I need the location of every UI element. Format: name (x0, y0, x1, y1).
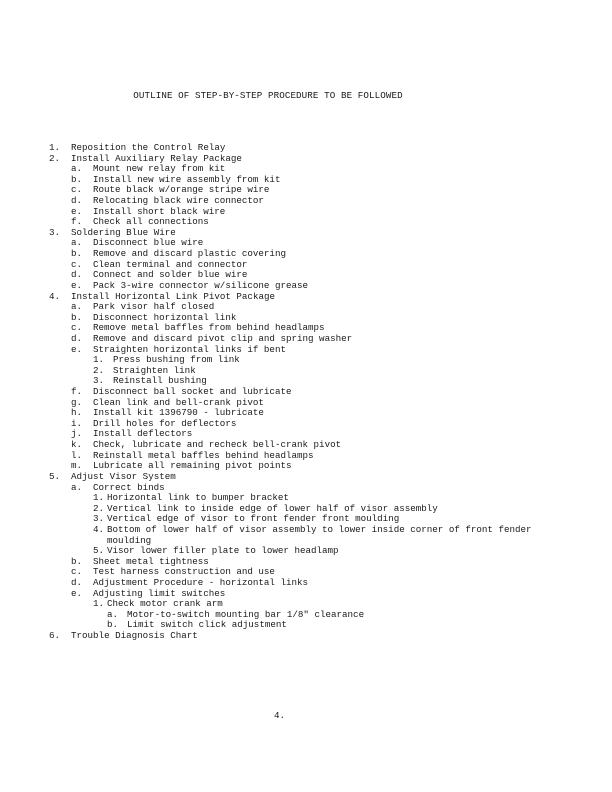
item-text: Pack 3-wire connector w/silicone grease (93, 279, 309, 291)
item-text: Vertical link to inside edge of lower half of visor assembly (107, 502, 438, 514)
item-marker: a. (71, 163, 83, 175)
item-text: Trouble Diagnosis Chart (71, 630, 198, 642)
item-marker: c. (71, 566, 83, 578)
item-text: Straighten horizontal links if bent (93, 343, 286, 355)
item-marker: b. (71, 173, 83, 185)
item-text: Reinstall metal baffles behind headlamps (93, 449, 314, 461)
item-marker: 3. (49, 226, 61, 238)
item-marker: b. (71, 555, 83, 567)
item-marker: l. (71, 449, 83, 461)
item-marker: j. (71, 428, 83, 440)
item-text: Straighten link (113, 364, 196, 376)
item-text: Install new wire assembly from kit (93, 173, 281, 185)
item-marker: 1. (93, 492, 105, 504)
item-text: Disconnect horizontal link (93, 311, 237, 323)
item-text: Adjusting limit switches (93, 587, 226, 599)
item-marker: 3. (93, 375, 105, 387)
item-text: Install kit 1396790 - lubricate (93, 407, 264, 419)
item-marker: 6. (49, 630, 61, 642)
item-text: Clean terminal and connector (93, 258, 248, 270)
item-marker: h. (71, 407, 83, 419)
item-text: Check motor crank arm (107, 598, 223, 610)
item-marker: d. (71, 269, 83, 281)
item-marker: b. (71, 311, 83, 323)
item-text: Relocating black wire connector (93, 195, 264, 207)
item-marker: d. (71, 195, 83, 207)
procedure-outline (49, 143, 589, 642)
outline-item (49, 631, 589, 642)
item-text: Mount new relay from kit (93, 163, 226, 175)
item-marker: e. (71, 205, 83, 217)
page-number: 4. (274, 710, 286, 721)
item-marker: b. (107, 619, 119, 631)
item-text: Remove and discard plastic covering (93, 248, 286, 260)
item-text: Correct binds (93, 481, 165, 493)
item-text: Adjustment Procedure - horizontal links (93, 576, 309, 588)
item-marker: 1. (93, 354, 105, 366)
item-marker: c. (71, 258, 83, 270)
item-text: Vertical edge of visor to front fender front moulding (107, 513, 400, 525)
item-text: Connect and solder blue wire (93, 269, 248, 281)
item-text: Install short black wire (93, 205, 226, 217)
item-text: Limit switch click adjustment (127, 619, 287, 631)
item-marker: 5. (93, 545, 105, 557)
item-marker: 5. (49, 470, 61, 482)
item-text: Horizontal link to bumper bracket (107, 492, 289, 504)
item-text: Disconnect blue wire (93, 237, 204, 249)
item-text: Install Auxiliary Relay Package (71, 152, 242, 164)
item-text-continuation: moulding (107, 534, 152, 546)
item-marker: f. (71, 216, 83, 228)
item-marker: d. (71, 576, 83, 588)
item-text: Press bushing from link (113, 354, 240, 366)
item-text: Motor-to-switch mounting bar 1/8" clearance (127, 608, 365, 620)
item-marker: e. (71, 343, 83, 355)
item-marker: a. (71, 237, 83, 249)
item-marker: a. (71, 301, 83, 313)
item-text: Lubricate all remaining pivot points (93, 460, 292, 472)
item-text: Remove metal baffles from behind headlamps (93, 322, 325, 334)
item-marker: a. (107, 608, 119, 620)
item-text: Check all connections (93, 216, 209, 228)
item-text: Install deflectors (93, 428, 193, 440)
page-title: OUTLINE OF STEP-BY-STEP PROCEDURE TO BE FOLLOWED (133, 90, 403, 101)
item-marker: e. (71, 279, 83, 291)
item-marker: 2. (93, 364, 105, 376)
item-text: Adjust Visor System (71, 470, 176, 482)
item-marker: i. (71, 417, 83, 429)
item-text: Route black w/orange stripe wire (93, 184, 270, 196)
item-text: Sheet metal tightness (93, 555, 209, 567)
item-marker: 2. (93, 502, 105, 514)
item-text: Disconnect ball socket and lubricate (93, 386, 292, 398)
item-text: Clean link and bell-crank pivot (93, 396, 264, 408)
item-text: Bottom of lower half of visor assembly to lower inside corner of front fender (107, 523, 532, 535)
item-text: Test harness construction and use (93, 566, 275, 578)
item-marker: 1. (49, 142, 61, 153)
item-text: Reinstall bushing (113, 375, 207, 387)
item-text: Install Horizontal Link Pivot Package (71, 290, 275, 302)
item-marker: k. (71, 439, 83, 451)
item-marker: a. (71, 481, 83, 493)
item-marker: 1. (93, 598, 105, 610)
item-marker: e. (71, 587, 83, 599)
item-marker: c. (71, 322, 83, 334)
item-marker: c. (71, 184, 83, 196)
item-text: Remove and discard pivot clip and spring washer (93, 332, 353, 344)
item-marker: 4. (93, 523, 105, 535)
item-text: Park visor half closed (93, 301, 215, 313)
item-marker: b. (71, 248, 83, 260)
item-marker: 2. (49, 152, 61, 164)
item-marker: g. (71, 396, 83, 408)
item-text: Drill holes for deflectors (93, 417, 237, 429)
item-text: Visor lower filler plate to lower headlamp (107, 545, 339, 557)
item-marker: m. (71, 460, 83, 472)
item-marker: 4. (49, 290, 61, 302)
item-marker: d. (71, 332, 83, 344)
item-text: Soldering Blue Wire (71, 226, 176, 238)
item-text: Check, lubricate and recheck bell-crank pivot (93, 439, 342, 451)
item-text: Reposition the Control Relay (71, 142, 226, 153)
item-marker: 3. (93, 513, 105, 525)
item-marker: f. (71, 386, 83, 398)
